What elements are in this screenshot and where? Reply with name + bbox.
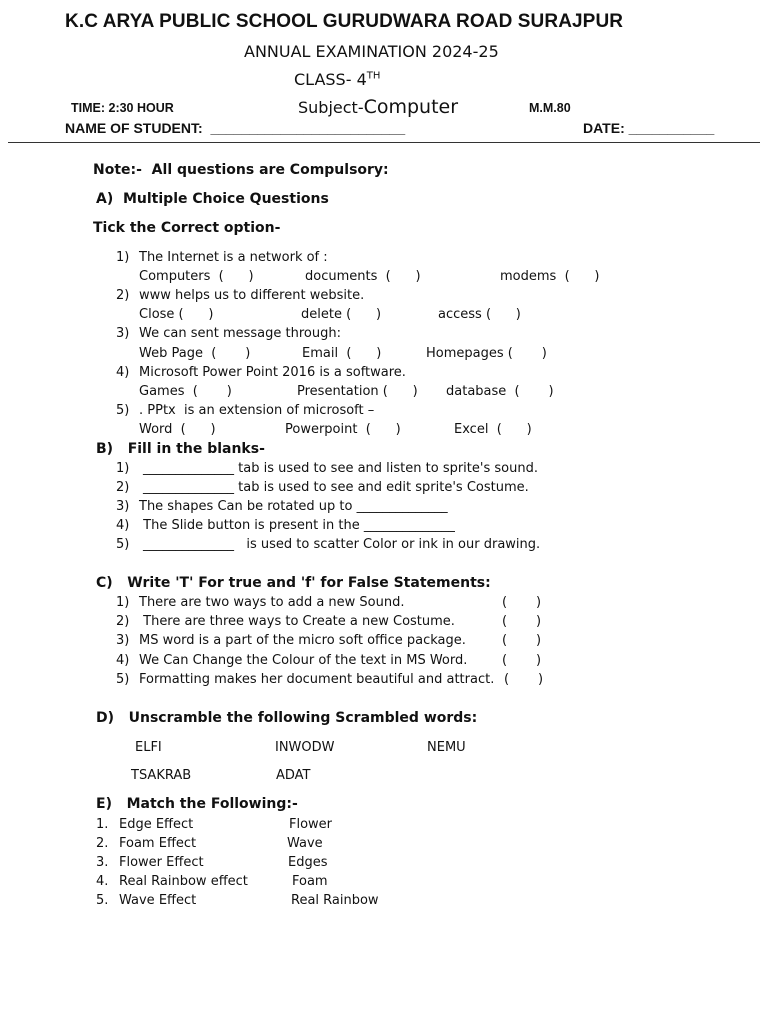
max-marks: M.M.80 (529, 101, 571, 115)
mcq-option[interactable]: Powerpoint ( ) (285, 422, 401, 437)
mcq-number: 3) (116, 326, 130, 341)
match-right: Wave (287, 836, 323, 851)
tf-answer-box[interactable]: ( ) (502, 595, 542, 610)
section-e-title: E) Match the Following:- (96, 796, 298, 812)
mcq-option[interactable]: documents ( ) (305, 269, 421, 284)
section-d-title: D) Unscramble the following Scrambled words: (96, 710, 478, 726)
scrambled-word: TSAKRAB (131, 768, 192, 783)
tf-number: 3) (116, 633, 130, 648)
mcq-option[interactable]: Word ( ) (139, 422, 216, 437)
fill-number: 4) (116, 518, 130, 533)
mcq-question: The Internet is a network of : (139, 250, 328, 265)
section-a-instruction: Tick the Correct option- (93, 220, 281, 236)
tf-statement: We Can Change the Colour of the text in MS Word. (139, 653, 468, 668)
tf-statement: MS word is a part of the micro soft office package. (139, 633, 466, 648)
tf-answer-box[interactable]: ( ) (502, 633, 542, 648)
mcq-option[interactable]: access ( ) (438, 307, 521, 322)
mcq-number: 4) (116, 365, 130, 380)
tf-answer-box[interactable]: ( ) (504, 672, 544, 687)
match-left: Foam Effect (119, 836, 197, 851)
mcq-option[interactable]: Web Page ( ) (139, 346, 251, 361)
fill-number: 3) (116, 499, 130, 514)
date-label: DATE: (583, 120, 625, 136)
date-line (583, 120, 714, 136)
time-label: TIME: 2:30 HOUR (71, 101, 174, 115)
subject-label: Subject- (298, 98, 364, 117)
mcq-option[interactable]: delete ( ) (301, 307, 382, 322)
match-right: Real Rainbow (291, 893, 379, 908)
match-left: Real Rainbow effect (119, 874, 248, 889)
date-blank[interactable]: ___________ (628, 120, 715, 136)
scrambled-word: ADAT (276, 768, 311, 783)
fill-item[interactable]: ______________ is used to scatter Color or ink in our drawing. (143, 537, 541, 552)
mcq-question: We can sent message through: (139, 326, 341, 341)
mcq-question: Microsoft Power Point 2016 is a software. (139, 365, 406, 380)
match-right: Flower (289, 817, 333, 832)
mcq-option[interactable]: Excel ( ) (454, 422, 532, 437)
tf-number: 2) (116, 614, 130, 629)
class-label (294, 70, 380, 89)
section-c-title: C) Write 'T' For true and 'f' for False Statements: (96, 575, 491, 591)
match-number: 5. (96, 893, 109, 908)
match-left: Wave Effect (119, 893, 197, 908)
fill-number: 2) (116, 480, 130, 495)
header-divider (8, 142, 760, 143)
match-right: Foam (292, 874, 328, 889)
mcq-question: . PPtx is an extension of microsoft – (139, 403, 375, 418)
exam-title: ANNUAL EXAMINATION 2024-25 (244, 42, 499, 61)
mcq-number: 1) (116, 250, 130, 265)
subject-line (298, 96, 458, 118)
mcq-option[interactable]: Homepages ( ) (426, 346, 547, 361)
fill-number: 5) (116, 537, 130, 552)
mcq-option[interactable]: Computers ( ) (139, 269, 254, 284)
scrambled-word: NEMU (427, 740, 466, 755)
match-number: 4. (96, 874, 109, 889)
tf-statement: There are two ways to add a new Sound. (139, 595, 405, 610)
scrambled-word: INWODW (275, 740, 335, 755)
match-left: Edge Effect (119, 817, 194, 832)
section-b-title: B) Fill in the blanks- (96, 441, 265, 457)
fill-item[interactable]: ______________ tab is used to see and edit sprite's Costume. (143, 480, 529, 495)
mcq-number: 5) (116, 403, 130, 418)
tf-number: 1) (116, 595, 130, 610)
class-text: CLASS- 4 (294, 70, 367, 89)
subject-value: Computer (363, 96, 459, 118)
mcq-question: www helps us to different website. (139, 288, 365, 303)
student-name-blank[interactable]: _________________________ (210, 120, 406, 136)
mcq-option[interactable]: database ( ) (446, 384, 554, 399)
match-number: 2. (96, 836, 109, 851)
student-name-label: NAME OF STUDENT: (65, 120, 203, 136)
fill-item[interactable]: The Slide button is present in the ______________ (139, 518, 455, 533)
mcq-number: 2) (116, 288, 130, 303)
school-name: K.C ARYA PUBLIC SCHOOL GURUDWARA ROAD SURAJPUR (65, 11, 624, 32)
tf-answer-box[interactable]: ( ) (502, 614, 542, 629)
mcq-option[interactable]: Presentation ( ) (297, 384, 418, 399)
fill-item[interactable]: The shapes Can be rotated up to ______________ (139, 499, 448, 514)
student-name-line (65, 120, 405, 136)
mcq-option[interactable]: Close ( ) (139, 307, 214, 322)
tf-answer-box[interactable]: ( ) (502, 653, 542, 668)
note-text: Note:- All questions are Compulsory: (93, 162, 389, 178)
tf-number: 4) (116, 653, 130, 668)
scrambled-word: ELFI (135, 740, 162, 755)
tf-statement: Formatting makes her document beautiful and attract. (139, 672, 495, 687)
tf-statement: There are three ways to Create a new Costume. (139, 614, 455, 629)
mcq-option[interactable]: Games ( ) (139, 384, 232, 399)
fill-number: 1) (116, 461, 130, 476)
section-a-title: A) Multiple Choice Questions (96, 191, 329, 207)
tf-number: 5) (116, 672, 130, 687)
fill-item[interactable]: ______________ tab is used to see and listen to sprite's sound. (143, 461, 538, 476)
class-superscript: TH (366, 70, 381, 82)
match-number: 3. (96, 855, 109, 870)
match-left: Flower Effect (119, 855, 204, 870)
match-number: 1. (96, 817, 109, 832)
mcq-option[interactable]: Email ( ) (302, 346, 382, 361)
mcq-option[interactable]: modems ( ) (500, 269, 600, 284)
match-right: Edges (288, 855, 328, 870)
